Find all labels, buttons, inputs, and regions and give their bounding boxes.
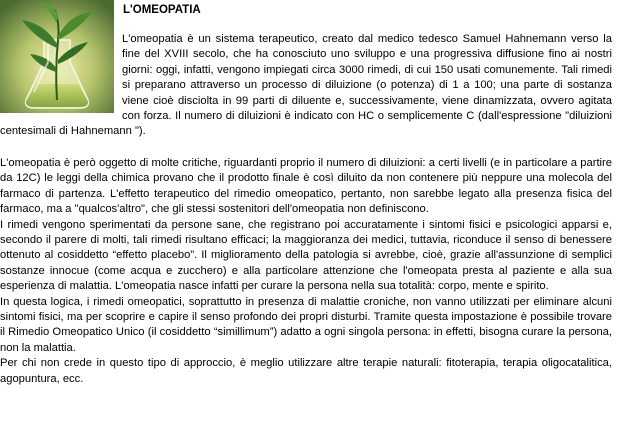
article-title: L'OMEOPATIA (123, 4, 201, 16)
article-paragraph (0, 32, 612, 140)
article-body (0, 156, 612, 387)
article-paragraph: Per chi non crede in questo tipo di approccio, è meglio utilizzare altre terapie naturali: fitoterapia, terapia oligocatalitica, agopuntura, ecc. (0, 357, 612, 385)
image-float-spacer (0, 32, 122, 112)
article-paragraph: In questa logica, i rimedi omeopatici, soprattutto in presenza di malattie croniche, non vanno utilizzati per eliminare alcuni sintomi fisici, ma per scoprire e capire il senso profondo dei propri disturbi. Tramite questa impostazione è possibile trovare il Rimedio Omeopatico Unico (il cosiddetto “simillimum”) adatto a ogni singola persona: in effetti, bisogna curare la persona, non la malattia. (0, 295, 612, 354)
article-paragraph: L'omeopatia è però oggetto di molte critiche, riguardanti proprio il numero di diluizioni: a certi livelli (e in particolare a partire da 12C) le leggi della chimica provano che il prodotto finale è così diluito da non contenere più neppure una molecola del farmaco di partenza. L'effetto terapeutico del rimedio omeopatico, pertanto, non sarebbe legato alla presenza fisica del farmaco, ma a "qualcos'altro", che gli stessi sostenitori dell'omeopatia non definiscono. (0, 157, 612, 216)
paragraph-text: L'omeopatia è un sistema terapeutico, creato dal medico tedesco Samuel Hahnemann verso la fine del XVIII secolo, che ha conosciuto uno sviluppo e una progressiva diffusione fino ai nostri giorni: oggi, infatti, vengono impiegati circa 3000 rimedi, di cui 150 usati comunemente. Tali rimedi si preparano attraverso un processo di diluizione (o potenza) di 1 a 100; una parte di sostanza viene cioè disciolta in 99 parti di diluente e, successivamente, viene dinamizzata, ovvero agitata con forza. Il numero di diluizioni è indicato con HC o semplicemente C (dall'espressione "diluizioni centesimali di Hahnemann "). (0, 33, 612, 138)
article-paragraph: I rimedi vengono sperimentati da persone sane, che registrano poi accuratamente i sintomi fisici e psicologici apparsi e, secondo il parere di molti, tali rimedi risultano efficaci; la maggioranza dei medici, tuttavia, riconduce il senso di benessere ottenuto al cosiddetto “effetto placebo”. Il miglioramento della patologia si avrebbe, cioè, grazie all'assunzione di semplici sostanze innocue (come acqua e zucchero) e alla particolare attenzione che l'omeopata presta al paziente e alla sua esperienza di malattia. L'omeopatia nasce infatti per curare la persona nella sua totalità: corpo, mente e spirito. (0, 218, 612, 293)
